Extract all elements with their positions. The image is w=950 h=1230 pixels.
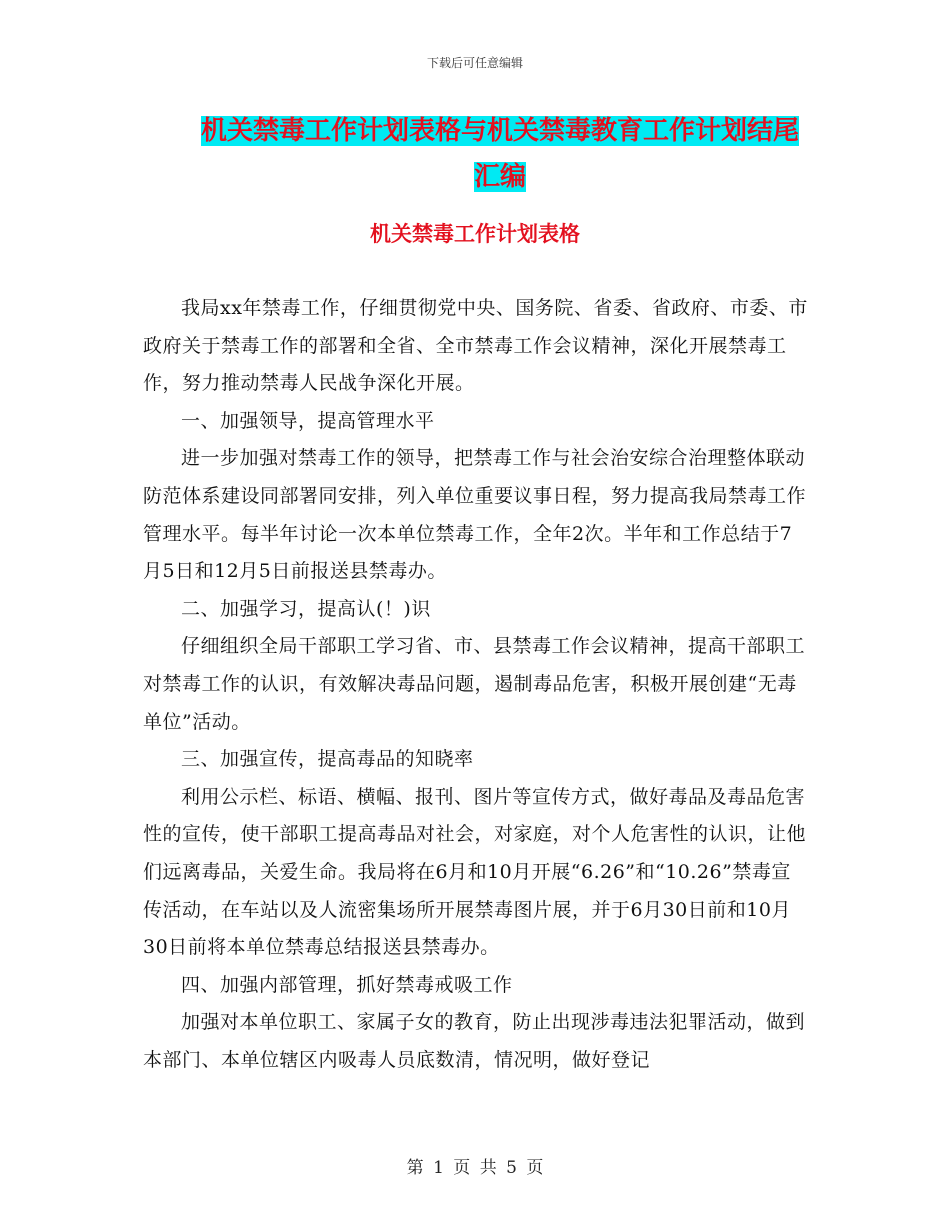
document-title-line-1: 机关禁毒工作计划表格与机关禁毒教育工作计划结尾 bbox=[200, 116, 799, 146]
section-heading: 二、加强学习，提高认(！)识 bbox=[181, 597, 431, 620]
section-heading: 三、加强宣传，提高毒品的知晓率 bbox=[181, 748, 474, 771]
page-indicator: 第 1 页 共 5 页 bbox=[406, 1158, 544, 1178]
paragraph: 利用公示栏、标语、横幅、报刊、图片等宣传方式，做好毒品及毒品危害性的宣传，使干部职工提高毒品对社会，对家庭，对个人危害性的认识，让他们远离毒品，关爱生命。我局将在6月和10月开展“6.26”和“10.26”禁毒宣传活动，在车站以及人流密集场所开展禁毒图片展，并于6月30日前和10月30日前将本单位禁毒总结报送县禁毒办。 bbox=[143, 785, 807, 959]
paragraph: 仔细组织全局干部职工学习省、市、县禁毒工作会议精神，提高干部职工对禁毒工作的认识，有效解决毒品问题，遏制毒品危害，积极开展创建“无毒单位”活动。 bbox=[143, 635, 806, 733]
section-heading: 一、加强领导，提高管理水平 bbox=[181, 409, 435, 432]
paragraph: 我局xx年禁毒工作，仔细贯彻党中央、国务院、省委、省政府、市委、市政府关于禁毒工作的部署和全省、全市禁毒工作会议精神，深化开展禁毒工作，努力推动禁毒人民战争深化开展。 bbox=[143, 297, 808, 395]
document-title bbox=[195, 108, 805, 200]
document-title-line-2: 汇编 bbox=[473, 162, 526, 192]
header-note: 下载后可任意编辑 bbox=[426, 56, 523, 70]
section-heading: 四、加强内部管理，抓好禁毒戒吸工作 bbox=[181, 973, 513, 996]
paragraph: 进一步加强对禁毒工作的领导，把禁毒工作与社会治安综合治理整体联动防范体系建设同部署同安排，列入单位重要议事日程，努力提高我局禁毒工作管理水平。每半年讨论一次本单位禁毒工作，全年2次。半年和工作总结于7月5日和12月5日前报送县禁毒办。 bbox=[143, 447, 807, 583]
document-body bbox=[143, 290, 808, 1079]
paragraph: 加强对本单位职工、家属子女的教育，防止出现涉毒违法犯罪活动，做到本部门、本单位辖区内吸毒人员底数清，情况明，做好登记 bbox=[143, 1011, 806, 1071]
section-title: 机关禁毒工作计划表格 bbox=[370, 222, 580, 246]
